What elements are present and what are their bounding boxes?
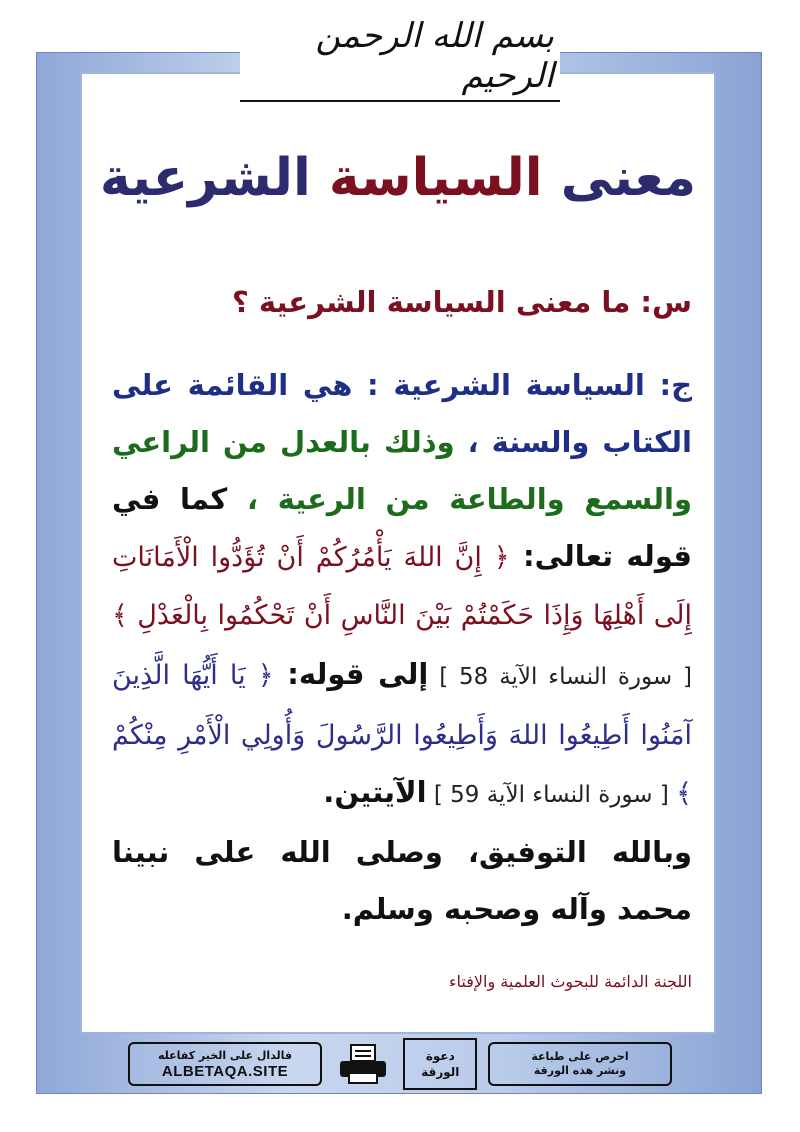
verse-reference-1: [ سورة النساء الآية 58 ] (428, 664, 692, 690)
title-word-1: معنى (560, 148, 697, 208)
footer-bar (128, 1038, 672, 1090)
quran-verse-1: ﴿ إِنَّ اللهَ يَأْمُرُكُمْ أَنْ تُؤَدُّوا الْأَمَانَاتِ إِلَى أَهْلِهَا وَإِذَا حَكَمْتُمْ بَيْنَ النَّاسِ أَنْ تَحْكُمُوا بِالْعَدْلِ ﴾ (112, 542, 692, 631)
answer-tail: الآيتين. (323, 775, 427, 809)
logo-line-2: الورقة (421, 1065, 460, 1079)
basmala-text: بسم الله الرحمن الرحيم (240, 16, 560, 102)
reminder-line-1: احرص على طباعة (531, 1050, 629, 1063)
connector-text: إلى قوله: (273, 657, 429, 691)
article-body (112, 274, 692, 938)
site-box (128, 1042, 322, 1086)
question-text: س: ما معنى السياسة الشرعية ؟ (231, 285, 692, 319)
title-word-3: الشرعية (99, 148, 311, 208)
verse-reference-2: [ سورة النساء الآية 59 ] (426, 782, 677, 808)
page-title (90, 148, 706, 208)
title-word-2: السياسة (328, 148, 543, 208)
print-reminder-box (488, 1042, 672, 1086)
committee-signature: اللجنة الدائمة للبحوث العلمية والإفتاء (449, 972, 692, 991)
answer-part-3: كما في قوله تعالى: (112, 482, 692, 573)
dawah-logo (403, 1038, 477, 1090)
logo-line-1: دعوة (425, 1049, 455, 1063)
basmala-calligraphy (240, 4, 560, 114)
answer-part-1: ج: السياسة الشرعية : هي القائمة على الكتاب والسنة ، (112, 368, 692, 459)
footer-tagline: فالدال على الخير كفاعله (157, 1048, 293, 1062)
site-link[interactable]: ALBETAQA.SITE (161, 1062, 289, 1080)
answer-paragraph (112, 357, 692, 824)
closing-text: وبالله التوفيق، وصلى الله على نبينا محمد وآله وصحبه وسلم. (112, 835, 692, 926)
answer-part-2: وذلك بالعدل من الراعي والسمع والطاعة من الرعية ، (112, 425, 692, 516)
quran-verse-2: ﴿ يَا أَيُّهَا الَّذِينَ آمَنُوا أَطِيعُوا اللهَ وَأَطِيعُوا الرَّسُولَ وَأُولِي الْأَمْرِ مِنْكُمْ ﴾ (112, 660, 692, 809)
printer-icon (333, 1042, 393, 1086)
reminder-line-2: ونشر هذه الورقة (533, 1064, 627, 1077)
